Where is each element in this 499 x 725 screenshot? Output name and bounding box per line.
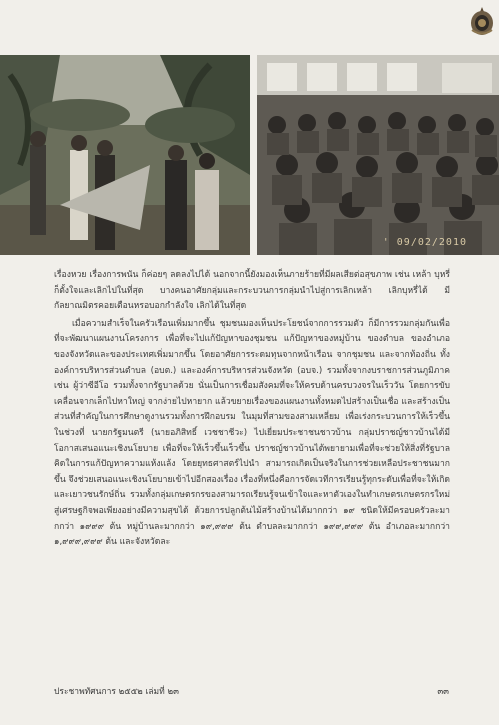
article-body: [54, 268, 450, 551]
footer-publication: ประชาพทัศนการ ๒๕๕๒ เล่มที่ ๒๓: [54, 687, 179, 697]
page-footer: [54, 684, 449, 698]
paragraph-1: เรื่องหวย เรื่องการพนัน ก็ค่อยๆ ลดลงไปได้ นอกจากนี้ยังมองเห็นภายร้ายที่มีผลเสียต่อสุขภาพ เช่น เหล้า บุหรี่ ก็ตั้งใจและเลิกไปในที่สุด บางคนอาศัยกลุ่มและกระบวนการกลุ่มนำไปสู่การเลิกเหล้า เลิกบุหรี่ได้ มีกัลยาณมิตรคอยเตือนหรอบอกกำลังใจ เลิกได้ในที่สุด: [54, 270, 450, 312]
photo-meeting-hall: [257, 55, 499, 255]
paragraph-2: เมื่อความสำเร็จในครัวเรือนเพิ่มมากขึ้น ชุมชนมองเห็นประโยชน์จากการรวมตัว ก็มีการรวมกลุ่มกันเพื่อที่จะพัฒนาแผนงานโครงการ เพื่อที่จะไปแก้ปัญหาของชุมชน แก้ปัญหาของหมู่บ้าน ของตำบล ของอำเภอ ของจังหวัดและของประเทศเพิ่มมากขึ้น โดยอาศัยการระดมทุนจากหน้าเรือน จากชุมชน และจากท้องถิ่น ทั้งองค์การบริหารส่วนตำบล (อบต.) และองค์การบริหารส่วนจังหวัด (อบจ.) รวมทั้งจากงบราชการส่วนภูมิภาค เช่น ผู้ว่าซีอีโอ รวมทั้งจากรัฐบาลด้วย นั่นเป็นการเชื่อมสังคมที่จะให้ครบด้านครบวงจรในเร็ววัน โดยการขับเคลื่อนจากเล็กไปหาใหญ่ จากง่ายไปหายาก แล้วขยายเรื่องของแผนงานทั้งหมดไปสร้างเป็นเชื่อ และสร้างเป็นส่วนที่สำคัญในการศึกษาดูงานรวมทั้งการฝึกอบรม ในมุมที่สามของสามเหลี่ยม เพื่อเร่งกระบวนการให้เร็วขึ้น ในช่วงที่ นายกรัฐมนตรี (นายอภิสิทธิ์ เวชชาชีวะ) ไปเยี่ยมประชาชนชาวบ้าน กลุ่มปราชญ์ชาวบ้านได้มีโอกาสเสนอแนะเชิงนโยบาย เพื่อที่จะให้เร็วขึ้นเร็วขึ้น ปราชญ์ชาวบ้านได้พยายามเพื่อที่จะช่วยให้สิ่งที่รัฐบาลคิดในการแก้ปัญหาความแห้งแล้ง โดยยุทธศาสตร์ไปนำ สามารถเกิดเป็นจริงในการช่วยเหลือประชาชนมากขึ้น จึงช่วยเสนอแนะเชิงนโยบายเข้าไปอีกสองเรื่อง เรื่องที่หนึ่งคือการจัดเวทีการเรียนรู้ทุกระดับเพื่อที่จะให้เกิดและเยาวชนรักษ์ถิ่น รวมทั้งกลุ่มเกษตรกรของสามารถเรียนรู้จนเข้าใจและหาตัวเองในทำเกษตรเกษตรกรใหม่สู่เศรษฐกิจพอเพียงอย่างมีความสุขได้ ด้วยการปลูกต้นไม้สร้างบ้านได้มากกว่า ๑๙ ชนิดให้มีครอบครัวละมากกว่า ๑๙๙๙ ต้น หมู่บ้านละมากกว่า ๑๙,๙๙๙ ต้น ตำบลละมากกว่า ๑๙๙,๙๙๙ ต้น อำเภอละมากกว่า ๑,๙๙๙,๙๙๙ ต้น และจังหวัดละ: [54, 318, 450, 548]
page-number: ๓๓: [437, 687, 449, 697]
photo-villagers-outdoor: [0, 55, 250, 255]
photo-date-stamp: ' 09/02/2010: [382, 237, 467, 248]
royal-emblem-icon: [468, 6, 496, 36]
